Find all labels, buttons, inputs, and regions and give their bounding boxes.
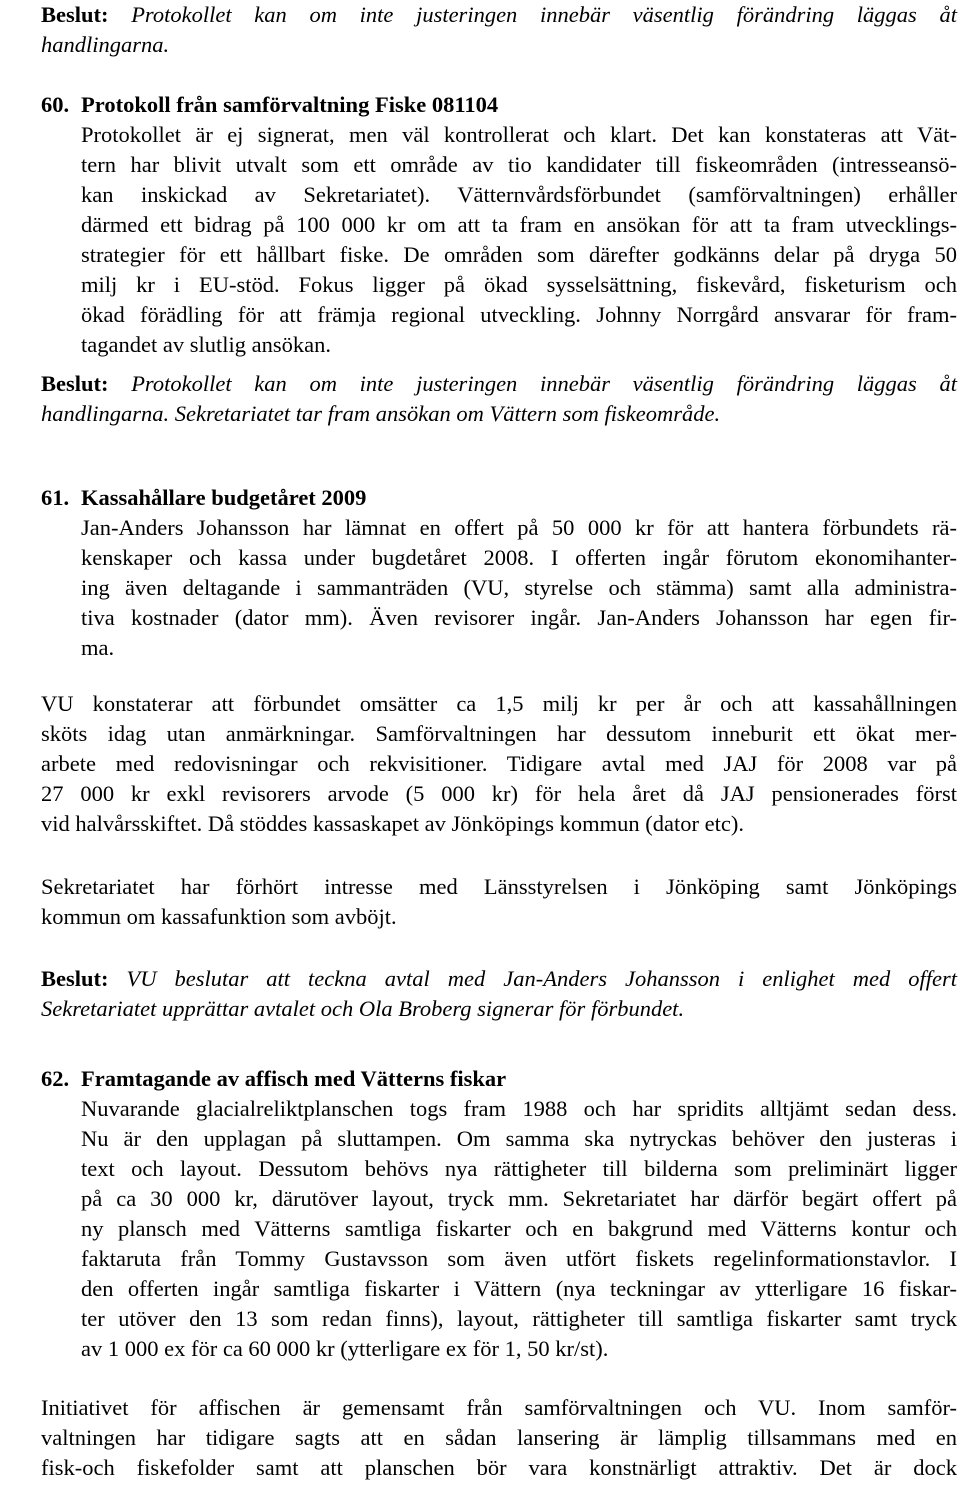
text-line bbox=[81, 603, 957, 633]
text-run: Nuvarande glacialreliktplanschen togs fram 1988 och har spridits alltjämt sedan dess. bbox=[81, 1096, 957, 1121]
text-line bbox=[41, 749, 957, 779]
text-run: Sekretariatet har förhört intresse med Länsstyrelsen i Jönköping samt Jönköpings bbox=[41, 874, 957, 899]
text-run: arbete med redovisningar och rekvisitioner. Tidigare avtal med JAJ för 2008 var på bbox=[41, 751, 957, 776]
text-run: strategier för ett hållbart fiske. De områden som därefter godkänns delar på dryga 50 bbox=[81, 242, 957, 267]
text-run: Initiativet för affischen är gemensamt från samförvaltningen och VU. Inom samför- bbox=[41, 1395, 957, 1420]
text-line bbox=[41, 872, 957, 902]
section-title: Protokoll från samförvaltning Fiske 081104 bbox=[81, 92, 499, 117]
text-line bbox=[41, 369, 957, 399]
text-run: ing även deltagande i sammanträden (VU, styrelse och stämma) samt alla administra- bbox=[81, 575, 957, 600]
text-line bbox=[81, 1244, 957, 1274]
text-line bbox=[81, 210, 957, 240]
section-title: Framtagande av affisch med Vätterns fiskar bbox=[81, 1066, 507, 1091]
text-run: handlingarna. Sekretariatet tar fram ansökan om Vättern som fiskeområde. bbox=[41, 401, 721, 426]
section-title: Kassahållare budgetåret 2009 bbox=[81, 485, 367, 510]
text-line bbox=[81, 1124, 957, 1154]
text-run: Sekretariatet upprättar avtalet och Ola Broberg signerar för förbundet. bbox=[41, 996, 685, 1021]
text-run: vid halvårsskiftet. Då stöddes kassaskapet av Jönköpings kommun (dator etc). bbox=[41, 811, 744, 836]
text-run: fisk-och fiskefolder samt att planschen bör vara konstnärligt attraktiv. Det är dock bbox=[41, 1455, 957, 1480]
text-run: kommun om kassafunktion som avböjt. bbox=[41, 904, 397, 929]
text-run: ter utöver den 13 som redan finns), layout, rättigheter till samtliga fiskarter samt tryck bbox=[81, 1306, 957, 1331]
text-run: därmed ett bidrag på 100 000 kr om att ta fram en ansökan för att ta fram utvecklings- bbox=[81, 212, 957, 237]
text-line bbox=[41, 964, 957, 994]
text-line bbox=[41, 0, 957, 30]
text-line bbox=[41, 719, 957, 749]
text-run: Protokollet kan om inte justeringen innebär väsentlig förändring läggas åt bbox=[108, 371, 957, 396]
text-line bbox=[41, 1453, 957, 1483]
text-line bbox=[41, 1393, 957, 1423]
text-line bbox=[81, 633, 957, 663]
text-run: VU beslutar att teckna avtal med Jan-Anders Johansson i enlighet med offert bbox=[108, 966, 957, 991]
text-run: 27 000 kr exkl revisorers arvode (5 000 kr) för hela året då JAJ pensionerades först bbox=[41, 781, 957, 806]
text-run: milj kr i EU-stöd. Fokus ligger på ökad sysselsättning, fiskevård, fisketurism och bbox=[81, 272, 957, 297]
text-run: faktaruta från Tommy Gustavsson som även utfört fiskets regelinformationstavlor. I bbox=[81, 1246, 957, 1271]
text-run: Jan-Anders Johansson har lämnat en offert på 50 000 kr för att hantera förbundets rä- bbox=[81, 515, 957, 540]
text-run: valtningen har tidigare sagts att en sådan lansering är lämplig tillsammans med en bbox=[41, 1425, 957, 1450]
text-run: tagandet av slutlig ansökan. bbox=[81, 332, 331, 357]
text-run: Protokollet är ej signerat, men väl kontrollerat och klart. Det kan konstateras att Vät- bbox=[81, 122, 957, 147]
text-line bbox=[81, 1334, 957, 1364]
text-run: Nu är den upplagan på sluttampen. Om samma ska nytryckas behöver den justeras i bbox=[81, 1126, 957, 1151]
text-line bbox=[81, 1214, 957, 1244]
text-run: den offerten ingår samtliga fiskarter i Vättern (nya teckningar av ytterligare 16 fiskar- bbox=[81, 1276, 957, 1301]
text-run: ny plansch med Vätterns samtliga fiskarter och en bakgrund med Vätterns kontur och bbox=[81, 1216, 957, 1241]
decision-label: Beslut: bbox=[41, 966, 109, 991]
text-line bbox=[81, 573, 957, 603]
text-line bbox=[81, 120, 957, 150]
text-run: ökad förädling för att främja regional utveckling. Johnny Norrgård ansvarar för fram- bbox=[81, 302, 957, 327]
text-line bbox=[81, 1274, 957, 1304]
text-line bbox=[41, 902, 957, 932]
section-heading bbox=[41, 1064, 957, 1094]
section-heading bbox=[41, 90, 957, 120]
section-heading bbox=[41, 483, 957, 513]
section-number: 61. bbox=[41, 485, 70, 510]
text-run: ma. bbox=[81, 635, 115, 660]
text-line bbox=[81, 1304, 957, 1334]
text-line bbox=[81, 1154, 957, 1184]
text-run: handlingarna. bbox=[41, 32, 170, 57]
text-line bbox=[81, 543, 957, 573]
text-run: på ca 30 000 kr, därutöver layout, tryck mm. Sekretariatet har därför begärt offert på bbox=[81, 1186, 957, 1211]
section-number: 60. bbox=[41, 92, 70, 117]
text-run: kenskaper och kassa under bugdetåret 2008. I offerten ingår förutom ekonomihanter- bbox=[81, 545, 957, 570]
text-line bbox=[81, 180, 957, 210]
text-run: sköts idag utan anmärkningar. Samförvaltningen har dessutom inneburit ett ökat mer- bbox=[41, 721, 957, 746]
text-line bbox=[41, 994, 957, 1024]
text-line bbox=[41, 809, 957, 839]
text-line bbox=[41, 689, 957, 719]
text-line bbox=[41, 779, 957, 809]
text-run: Protokollet kan om inte justeringen innebär väsentlig förändring läggas åt bbox=[108, 2, 957, 27]
text-line bbox=[81, 270, 957, 300]
text-line bbox=[81, 150, 957, 180]
text-run: VU konstaterar att förbundet omsätter ca 1,5 milj kr per år och att kassahållningen bbox=[41, 691, 957, 716]
text-line bbox=[81, 1184, 957, 1214]
text-line bbox=[81, 1094, 957, 1124]
text-line bbox=[81, 300, 957, 330]
text-line bbox=[41, 30, 957, 60]
section-number: 62. bbox=[41, 1066, 70, 1091]
text-line bbox=[81, 330, 957, 360]
text-line bbox=[81, 513, 957, 543]
text-run: kan inskickad av Sekretariatet). Vätternvårdsförbundet (samförvaltningen) erhåller bbox=[81, 182, 957, 207]
text-run: av 1 000 ex för ca 60 000 kr (ytterligare ex för 1, 50 kr/st). bbox=[81, 1336, 609, 1361]
text-line bbox=[41, 1423, 957, 1453]
text-run: tiva kostnader (dator mm). Även revisorer ingår. Jan-Anders Johansson har egen fir- bbox=[81, 605, 957, 630]
text-run: text och layout. Dessutom behövs nya rättigheter till bilderna som preliminärt ligger bbox=[81, 1156, 957, 1181]
decision-label: Beslut: bbox=[41, 2, 109, 27]
text-line bbox=[41, 399, 957, 429]
text-run: tern har blivit utvalt som ett område av tio kandidater till fiskeområden (intresseansö- bbox=[81, 152, 957, 177]
text-line bbox=[81, 240, 957, 270]
decision-label: Beslut: bbox=[41, 371, 109, 396]
